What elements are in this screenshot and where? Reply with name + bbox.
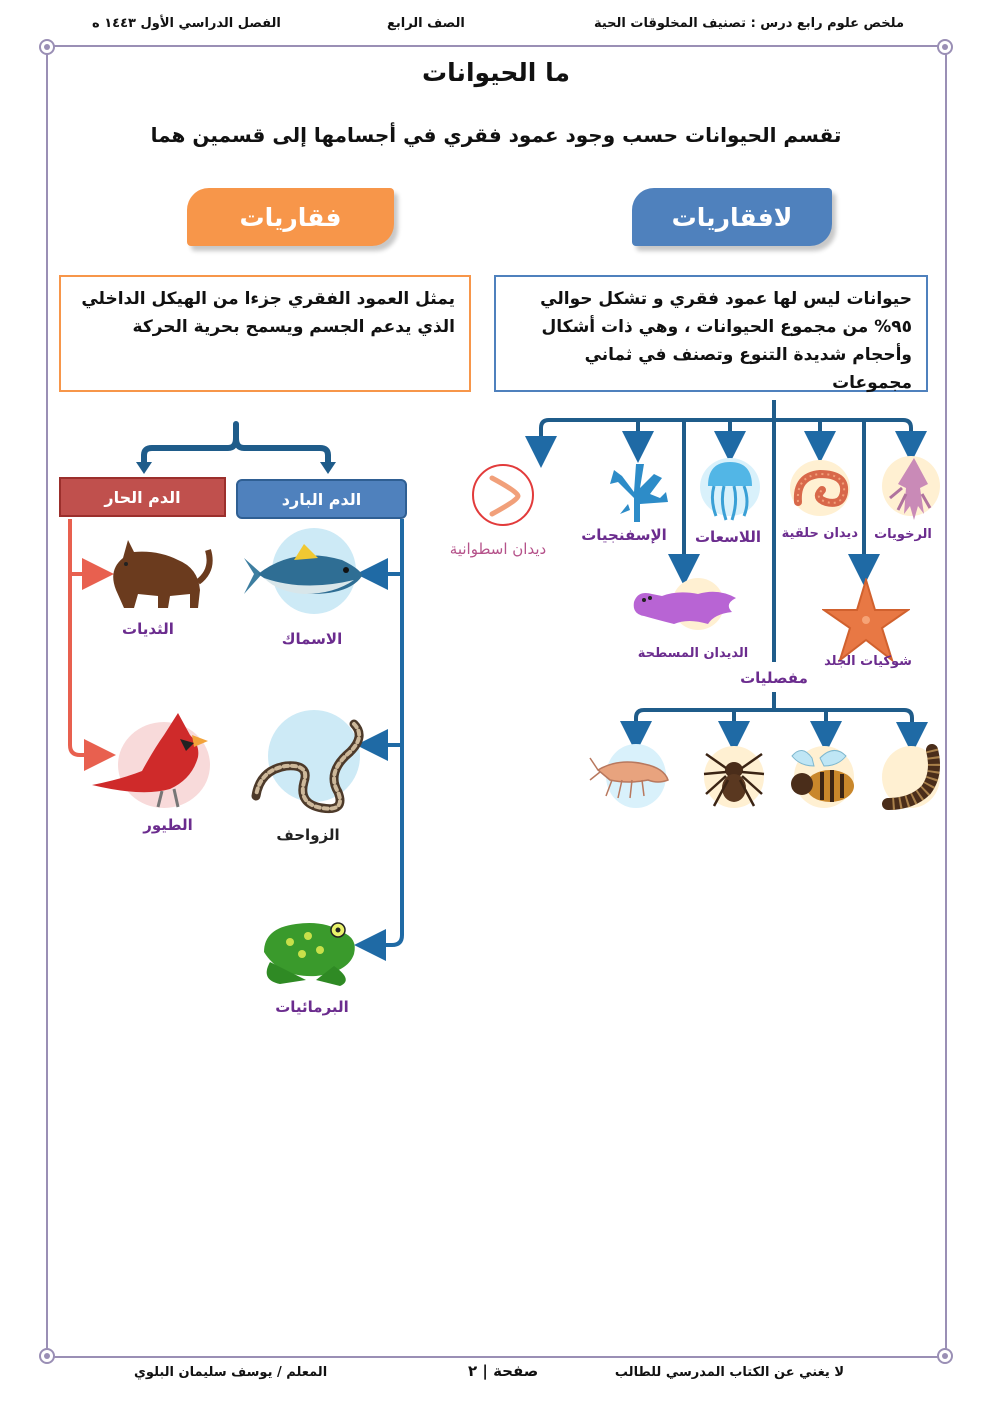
echinoderms-label: شوكيات الجلد (824, 654, 912, 669)
invertebrates-tab: لافقاريات (632, 188, 832, 246)
teacher-name: المعلم / يوسف سليمان البلوي (134, 1365, 328, 1380)
invertebrates-description: حيوانات ليس لها عمود فقري و تشكل حوالي ٩٥% من مجموع الحيوانات ، وهي ذات أشكال وأحجام شديدة التنوع وتصنف في ثماني مجموعات (494, 275, 928, 392)
squid-icon (884, 454, 938, 526)
page-subtitle: تقسم الحيوانات حسب وجود عمود فقري في أجسامها إلى قسمين هما (150, 123, 842, 147)
annelids-label: ديدان حلقية (781, 526, 858, 541)
vertebrates-description: يمثل العمود الفقري جزءا من الهيكل الداخلي الذي يدعم الجسم ويسمح بحرية الحركة (59, 275, 471, 392)
cold-blood-header: الدم البارد (236, 479, 407, 519)
frog-icon (250, 906, 366, 990)
term-label: الفصل الدراسي الأول ١٤٤٣ ه (92, 16, 281, 31)
nematodes-label: ديدان اسطوانية (449, 540, 547, 558)
mammals-label: الثديات (122, 620, 174, 638)
flatworm-icon (628, 586, 740, 630)
starfish-icon (822, 578, 910, 664)
cardinal-bird-icon (82, 705, 214, 813)
lesson-title: ملخص علوم رابع درس : تصنيف المخلوقات الحية (593, 16, 904, 31)
footer-note: لا يغني عن الكتاب المدرسي للطالب (614, 1365, 844, 1380)
fish-label: الاسماك (281, 630, 343, 648)
mollusks-label: الرخويات (874, 527, 932, 542)
reptiles-label: الزواحف (276, 826, 340, 844)
flatworms-label: الديدان المسطحة (637, 646, 749, 661)
millipede-icon (880, 744, 940, 810)
cat-icon (98, 520, 216, 612)
shrimp-icon (588, 750, 672, 802)
cnidarians-label: اللاسعات (694, 528, 762, 546)
snake-icon (246, 712, 370, 816)
earthworm-icon (788, 462, 854, 516)
warm-blood-header: الدم الحار (59, 477, 226, 517)
amphibians-label: البرمائيات (275, 998, 349, 1016)
jellyfish-icon (700, 458, 760, 524)
bee-icon (784, 744, 866, 810)
page-title: ما الحيوانات (422, 58, 570, 87)
arthropods-label: مفصليات (740, 669, 808, 687)
vertebrates-tab: فقاريات (187, 188, 394, 246)
grade-label: الصف الرابع (387, 16, 465, 31)
roundworm-icon (484, 474, 524, 518)
birds-label: الطيور (143, 816, 193, 834)
spider-icon (700, 744, 766, 810)
fish-icon (234, 540, 366, 610)
sponge-icon (600, 458, 672, 524)
page-number: صفحة | ٢ (468, 1362, 539, 1380)
sponges-label: الإسفنجيات (581, 526, 667, 544)
